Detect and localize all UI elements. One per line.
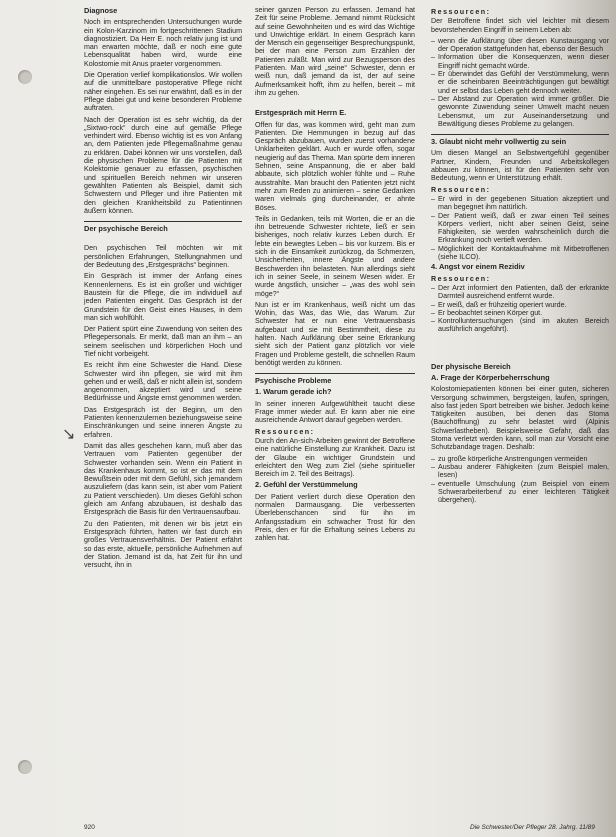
paragraph: Nun ist er im Krankenhaus, weiß nicht um das Wohin, das Was, das Wie, das Warum. Zur Schwester hat er nun eine Vertrauensbasis aufgebaut und sie mit Bestimmtheit, diese zu halten. Nach Aufklärung über seine Erkrankung sieht sich der Patient ganz plötzlich vor viele Fragen und Probleme gestellt, die schnellen Raum benötigt werden zu können.	[255, 300, 415, 367]
list-item: – Der Abstand zur Operation wird immer größer. Die gewonnte Zuwendung seiner Umwelt macht neuen Lebensmut, um zur Auseinandersetzung und Bewältigung dieses Probleme zu gelangen.	[431, 95, 609, 128]
list-item: – zu große körperliche Anstrengungen vermeiden	[431, 455, 609, 463]
list-item: – Er weiß, daß er frühzeitig operiert wurde.	[431, 301, 609, 309]
paragraph: Nach der Operation ist es sehr wichtig, da der „Sixtwo-rock“ durch eine auf gemäße Pflege verhindert wird. Ebenso wichtig ist es von Anfang an, dem Patienten jede Pflegemaßnahme genau zu erklären. Dabei können wir uns vorstellen, daß die physischen Probleme für die Patienten mit Kolektomie genauer zu erfassen, psychischen und spirituellen Bereich nehmen wir unseren gewählten Patienten als Beispiel, damit sich Schwestern und Pfleger und ihre Patienten mit den gleichen Krankheitsbild zu Patientinnen äußern können.	[84, 115, 242, 215]
paragraph: In seiner inneren Aufgewühltheit taucht diese Frage immer wieder auf. Er kann aber nie eine ausreichende Antwort darauf gegeben werden.	[255, 399, 415, 425]
paragraph: Der Patient spürt eine Zuwendung von seiten des Pflegepersonals. Er merkt, daß man an ihm – an seinem seelischen und körperlichen Hoch und Tief nicht vorbeigeht.	[84, 325, 242, 358]
list-item: – Der Patient weiß, daß er zwar einen Teil seines Körpers verliert, nicht aber seinen Geist, seine Fähigkeiten, sie werden wahrscheinlich durch die Erkrankung noch vertieft werden.	[431, 212, 609, 245]
resources-label: Ressourcen:	[431, 8, 491, 16]
paragraph: Durch den An-sich-Arbeiten gewinnt der Betroffene eine natürliche Einstellung zur Krankheit. Dazu ist der Glaube ein wichtiger Grundstein und erleichtert den Weg zum Ziel (siehe spiritueller Bereich im 2. Teil des Beitrags).	[255, 436, 415, 479]
section-rule	[255, 373, 415, 374]
list-item: – Information über die Konsequenzen, wenn dieser Eingriff nicht gemacht würde.	[431, 53, 609, 70]
resource-list	[431, 284, 609, 334]
paragraph: seiner ganzen Person zu erfassen. Jemand hat Zeit für seine Probleme. Jemand nimmt Rücksicht auf seine Gewohnheiten und es wird das Wichtige und Unwichtige erklärt. In einem Gespräch kann der Mensch ein gegenseitiger Besprechungspunkt, bei der man eine Person zum Erzählen der Patienten zuläßt. Man wird zur Bezugsperson des Patienten. Man wird „seine“ Schwester, denn er weiß nun, daß jemand da ist, der auf seine Aufmerksamkeit hofft, ihm zu helfen, bereit – mit ihm zu gehen.	[255, 6, 415, 97]
section-heading-problems: Psychische Probleme	[255, 376, 332, 386]
section-rule	[84, 221, 242, 222]
list-item: – Kontrolluntersuchungen (sind im akuten Bereich ausführlich angeführt).	[431, 317, 609, 334]
binder-hole	[18, 70, 32, 84]
list-item: – Der Arzt informiert den Patienten, daß der erkrankte Darmteil ausreichend entfernt wurde.	[431, 284, 609, 301]
list-item: – eventuelle Umschulung (zum Beispiel von einem Schwerarbeiterberuf zu einer leichteren Tätigkeit übergehen).	[431, 480, 609, 505]
subheading-q4: 4. Angst vor einem Rezidiv	[431, 262, 525, 272]
section-heading-diagnose: Diagnose	[84, 6, 118, 15]
column-left	[84, 6, 242, 572]
section-rule	[431, 134, 609, 135]
page-number: 920	[84, 824, 95, 831]
list-item: – Ausbau anderer Fähigkeiten (zum Beispiel malen, lesen)	[431, 463, 609, 480]
paragraph: Noch im entsprechenden Untersuchungen wurde ein Kolon-Karzinom im fortgeschrittenen Stadium diagnostiziert. Da Herr E. noch relativ jung ist und man erwarten möchte, daß er noch eine gute Lebensqualität haben wird, wurde eine Kolostomie mit Anus praeter vorgenommen.	[84, 18, 242, 68]
paragraph: Der Patient verliert durch diese Operation den normalen Darmausgang. Die verbesserten Überlebenschancen sind für ihn im Anfangsstadium ein schwacher Trost für den Preis, den er für die Erhaltung seines Lebens zu zahlen hat.	[255, 492, 415, 543]
resource-list	[431, 37, 609, 128]
subheading-q3: 3. Glaubt nicht mehr vollwertig zu sein	[431, 137, 567, 147]
subheading-q1: 1. Warum gerade ich?	[255, 387, 332, 397]
list-item: – Er überwindet das Gefühl der Verstümmelung, wenn er die scheinbaren Beeinträchtigungen gut bewältigt und er selbst das Leben geht dennoch weiter.	[431, 70, 609, 95]
subheading-q2: 2. Gefühl der Verstümmelung	[255, 480, 358, 490]
paragraph: Es reicht ihm eine Schwester die Hand. Diese Schwester wird ihn pflegen, sie wird mit ihm gehen und er weiß, daß er nicht allein ist, sondern angenommen, akzeptiert wird und seine Bedürfnisse und Ängste ernst genommen werden.	[84, 361, 242, 403]
list-item: – Möglichkeit der Kontaktaufnahme mit Mitbetroffenen (siehe ILCO).	[431, 245, 609, 262]
paragraph: Offen für das, was kommen wird, geht man zum Patienten. Die Hemmungen in bezug auf das Gespräch abzubauen, wurden zuerst vorhandene Unklarheiten geklärt. Auch er wurde offen, sogar neugierig auf das Thema. Man spürte dem inneren Sehnen, seine Anspannung, die er aber bald abbaute, sich plötzlich wohler fühlte und – Ruhe ausstrahlte. Man braucht den Patienten jetzt nicht mehr zum Reden zu animieren – seine Gedanken waren vielmals ging durcheinander, er ahnte Böses.	[255, 120, 415, 212]
paragraph: Damit das alles geschehen kann, muß aber das Vertrauen vom Patienten gegenüber der Schwester vorhanden sein. Wenn ein Patient in das Krankenhaus kommt, so ist er das mit dem Bewußtsein oder mit dem Gefühl, sich jemandem auszuliefern (das kann sein, ist aber vom Patient zu Patient verschieden). Um dieses Gefühl schon gleich am Anfang abzubauen, ist deshalb das Erstgespräch die Basis für den Vertrauensaufbau.	[84, 441, 242, 517]
paragraph: Teils in Gedanken, teils mit Worten, die er an die ihn betreuende Schwester richtete, ließ er sein bisheriges, noch relativ kurzes Leben durch. Er lebte ein bewegtes Leben – bis vor kurzem. Bis er sich in die Einsamkeit zurückzog, da Schmerzen, Unsicherheiten, innere Ängste und andere Beschwerden ihn belasteten. Nun allerdings sieht ich in seiner Seele, in seinem Wesen wider. Er wurde ängstlich, unsicher – „was des wohl sein möge?“	[255, 214, 415, 298]
resources-label: Ressourcen:	[255, 427, 315, 436]
paragraph: Ein Gespräch ist immer der Anfang eines Kennenlernens. Es ist ein großer und wichtiger Baustein für die Pflege, die im individuell auf jeden Patienten eingeht. Das Gespräch ist der Grundstein für den Geist eines Hauses, in dem man sich wohlfühlt.	[84, 272, 242, 322]
list-item: – Er wird in der gegebenen Situation akzeptiert und man begegnet ihm natürlich.	[431, 195, 609, 212]
phys-list	[431, 455, 609, 505]
journal-footer: Die Schwester/Der Pfleger 28. Jahrg. 11/89	[470, 824, 595, 831]
column-middle	[255, 6, 415, 546]
resources-label: Ressourcen:	[431, 185, 491, 194]
paragraph: Kolostomiepatienten können bei einer guten, sicheren Versorgung schwimmen, bergsteigen, laufen, springen, also fast jeden Sport betreiben wie bisher. Jedoch keine Tätigkeiten ausüben, bei denen das Stoma (Bauchöffnung) zu sehr belastet wird (Alpinis Schwerlastheben). Beispielsweise Gefahr, daß das Stoma verletzt werden kann, soll man zur Vorsicht eine Schutzbandage tragen. Deshalb:	[431, 385, 609, 452]
paragraph: Die Operation verlief komplikationslos. Wir wollen auf die unmittelbare postoperative Pflege nicht näher eingehen. Es sei nur erwähnt, daß es in der Pflege dabei gut und keine besonderen Probleme auftraten.	[84, 71, 242, 113]
paragraph: Das Erstgespräch ist der Beginn, um den Patienten kennenzulernen beziehungsweise seine Einschränkungen und seine inneren Ängste zu erfahren.	[84, 405, 242, 439]
section-heading-gespraech: Erstgespräch mit Herrn E.	[255, 108, 347, 118]
list-item: – wenn die Aufklärung über diesen Kunstausgang vor der Operation stattgefunden hat, ebenso der Besuch	[431, 37, 609, 54]
resource-list	[431, 195, 609, 261]
resources-label: Ressourcen:	[431, 274, 491, 283]
section-heading-phys: Der physische Bereich	[431, 361, 511, 371]
column-right	[431, 6, 609, 506]
pen-mark: ↘	[62, 426, 76, 443]
paragraph: Der Betroffene findet sich viel leichter mit diesem bevorstehenden Eingriff in seinem Leben ab:	[431, 17, 609, 34]
paragraph: Zu den Patienten, mit denen wir bis jetzt ein Erstgespräch führten, hatten wir fast durch ein großes Vertrauensverhältnis. Der Patient erfährt so das erste, aktuelle, persönliche Aufnehmen auf der Station. Jemand ist da, hat Zeit für ihn und versucht, ihn in	[84, 519, 242, 570]
subheading-phys-a: A. Frage der Körperbeherrschung	[431, 372, 550, 382]
list-item: – Er beobachtet seinen Körper gut.	[431, 309, 609, 317]
paragraph: Den psychischen Teil möchten wir mit persönlichen Erfahrungen, Stellungnahmen und der Bedeutung des „Erstgesprächs“ beginnen.	[84, 244, 242, 270]
section-heading-psych: Der psychische Bereich	[84, 224, 168, 234]
binder-hole	[18, 760, 32, 774]
paragraph: Um diesen Mangel an Selbstwertgefühl gegenüber Partner, Kindern, Freunden und Arbeitskollegen abbauen zu können, ist für den Patienten sehr von Bedeutung, wenn er Unterstützung erhält.	[431, 149, 609, 183]
